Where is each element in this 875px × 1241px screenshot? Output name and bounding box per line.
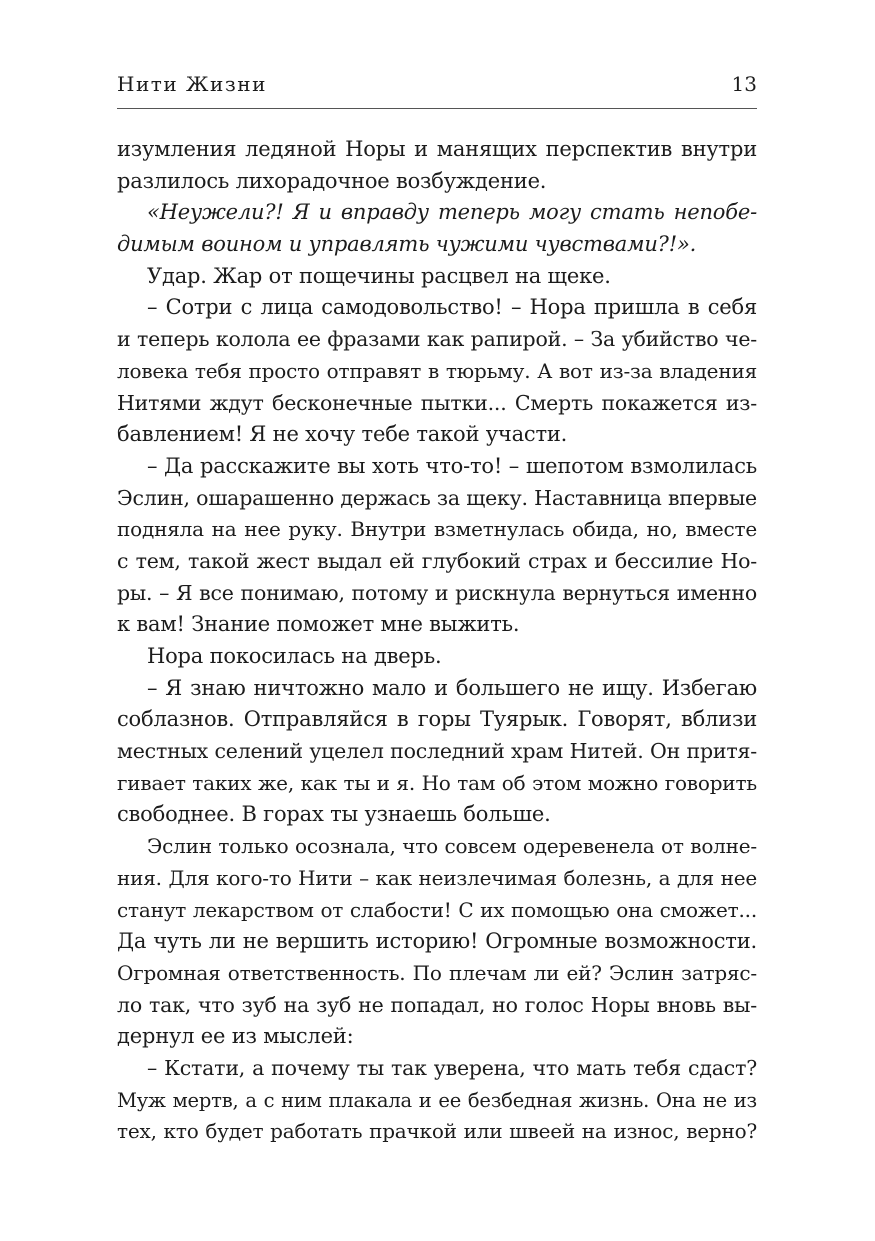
text-line: к вам! Знание поможет мне выжить. [117,612,520,637]
text-line: местных селений уцелел последний храм Нитей. Он притя- [117,739,757,764]
text-line: с тем, такой жест выдал ей глубокий страх и бессилие Но- [117,548,757,573]
text-line: – Да расскажите вы хоть что-то! – шепотом взмолилась [147,453,757,478]
running-head [117,70,757,100]
text-line: – Кстати, а почему ты так уверена, что мать тебя сдаст? [147,1055,757,1080]
text-line: тех, кто будет работать прачкой или швеей на износ, верно? [117,1119,757,1144]
text-line: дернул ее из мыслей: [117,1024,354,1049]
text-line: Эслин только осознала, что совсем одеревенела от волне- [147,834,757,859]
text-line: бавлением! Я не хочу тебе такой участи. [117,422,568,447]
text-line: соблазнов. Отправляйся в горы Туярык. Говорят, вблизи [117,707,757,732]
text-line: Да чуть ли не вершить историю! Огромные возможности. [117,929,757,954]
text-line: – Я знаю ничтожно мало и большего не ищу. Избегаю [147,675,757,700]
text-line: изумления ледяной Норы и манящих перспектив внутри [117,137,757,161]
text-line: Удар. Жар от пощечины расцвел на щеке. [147,263,611,288]
text-line: ло так, что зуб на зуб не попадал, но голос Норы вновь вы- [117,992,757,1017]
text-line: Нитями ждут бесконечные пытки... Смерть покажется из- [117,390,757,415]
text-line: Эслин, ошарашенно держась за щеку. Наставница впервые [117,485,757,510]
page-number: 13 [731,72,757,96]
text-line: станут лекарством от слабости! С их помощью она сможет... [117,897,757,922]
text-line: гивает таких же, как ты и я. Но там об этом можно говорить [117,770,757,795]
text-line: ры. – Я все понимаю, потому и рискнула вернуться именно [117,580,757,605]
text-line: и теперь колола ее фразами как рапирой. – За убийство че- [117,327,757,352]
text-line: ния. Для кого-то Нити – как неизлечимая болезнь, а для нее [117,865,757,890]
text-line: ловека тебя просто отправят в тюрьму. А вот из-за владения [117,358,757,383]
text-line: Огромная ответственность. По плечам ли ей? Эслин затряс- [117,960,757,985]
text-line: разлилось лихорадочное возбуждение. [117,168,547,193]
text-line: «Неужели?! Я и вправду теперь могу стать непобе- [147,200,757,225]
book-title: Нити Жизни [117,72,267,96]
text-line: димым воином и управлять чужими чувствами?!». [117,232,697,257]
text-line: свободнее. В горах ты узнаешь больше. [117,802,551,827]
text-line: Муж мертв, а с ним плакала и ее безбедная жизнь. Она не из [117,1088,757,1112]
text-line: – Сотри с лица самодовольство! – Нора пришла в себя [147,295,757,320]
text-line: подняла на нее руку. Внутри взметнулась обида, но, вместе [117,517,757,542]
text-line: Нора покосилась на дверь. [147,644,442,668]
body-text [117,134,757,1148]
header-rule [117,108,757,109]
